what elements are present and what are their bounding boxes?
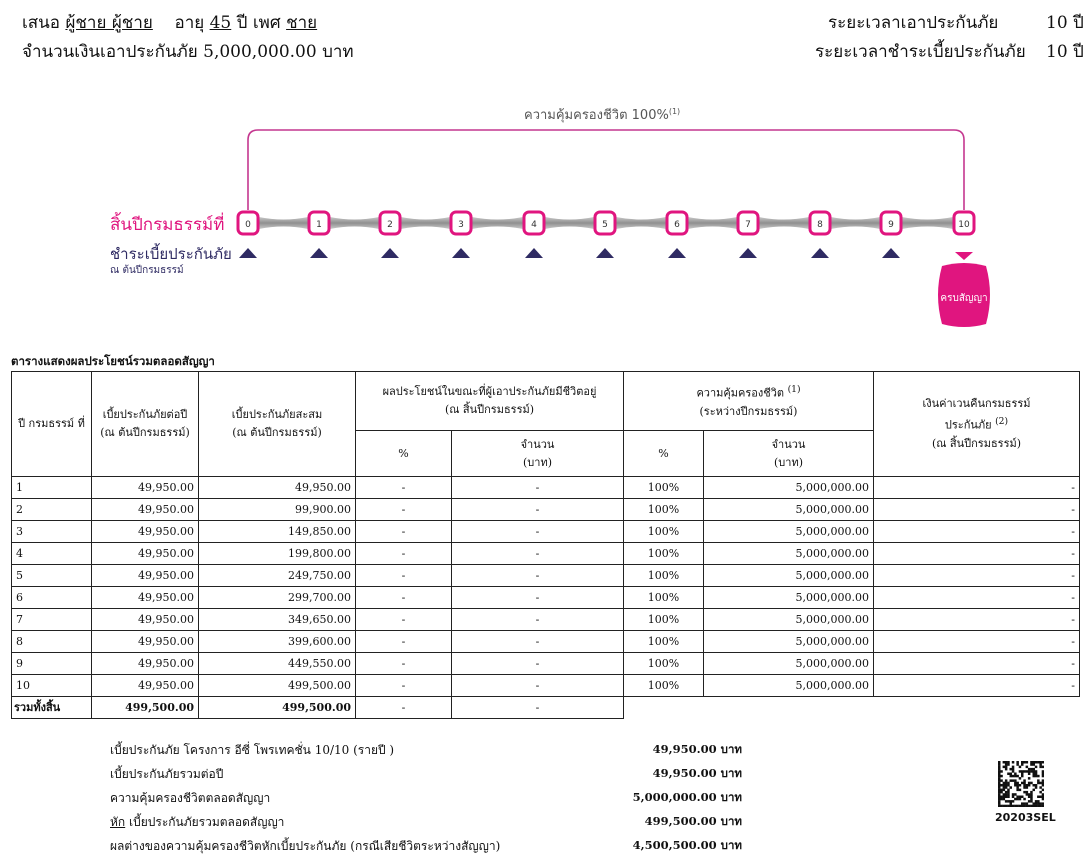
header-premium-per-year: เบี้ยประกันภัยต่อปี (ณ ต้นปีกรมธรรม์) bbox=[92, 372, 199, 477]
maturity-label: ครบสัญญา bbox=[940, 293, 988, 304]
svg-text:0: 0 bbox=[245, 220, 251, 230]
row-lc-amt: 5,000,000.00 bbox=[704, 543, 874, 565]
row-premium: 49,950.00 bbox=[92, 565, 199, 587]
row-lb-pct: - bbox=[356, 653, 452, 675]
table-row bbox=[12, 609, 1080, 631]
sum-insured-text: จำนวนเงินเอาประกันภัย 5,000,000.00 บาท bbox=[22, 42, 354, 62]
row-lb-amt: - bbox=[452, 675, 624, 697]
tube-segment bbox=[616, 217, 666, 229]
row-lb-amt: - bbox=[452, 521, 624, 543]
row-year: 5 bbox=[12, 565, 92, 587]
benefit-table bbox=[11, 371, 1080, 719]
total-lb-amt: - bbox=[452, 697, 624, 719]
tube-segment bbox=[330, 217, 379, 229]
row-lb-amt: - bbox=[452, 587, 624, 609]
header-surrender: เงินค่าเวนคืนกรมธรรม์ ประกันภัย $^{(2)}$ (ณ สิ้นปีกรมธรรม์) bbox=[874, 372, 1080, 477]
row-premium: 49,950.00 bbox=[92, 543, 199, 565]
svg-text:9: 9 bbox=[888, 220, 894, 230]
tube-segment bbox=[401, 217, 450, 229]
year-marker-6 bbox=[667, 212, 687, 234]
table-row bbox=[12, 587, 1080, 609]
row-surrender: - bbox=[874, 653, 1080, 675]
year-marker-8 bbox=[810, 212, 830, 234]
year-marker-0 bbox=[238, 212, 258, 234]
row-lc-amt: 5,000,000.00 bbox=[704, 587, 874, 609]
table-caption: ตารางแสดงผลประโยชน์รวมตลอดสัญญา bbox=[11, 354, 215, 368]
row-lb-amt: - bbox=[452, 477, 624, 499]
header-lb-amount: จำนวน (บาท) bbox=[452, 431, 624, 477]
row-lc-pct: 100% bbox=[624, 521, 704, 543]
row-premium: 49,950.00 bbox=[92, 587, 199, 609]
summary-label-text: ความคุ้มครองชีวิตตลอดสัญญา bbox=[110, 791, 271, 805]
row-surrender: - bbox=[874, 499, 1080, 521]
year-marker-5 bbox=[595, 212, 615, 234]
age-label: อายุ bbox=[174, 13, 205, 33]
row-accum: 499,500.00 bbox=[199, 675, 356, 697]
age-unit: ปี bbox=[236, 13, 248, 33]
qr-code-icon bbox=[998, 761, 1044, 807]
gender-label: เพศ bbox=[252, 13, 281, 33]
row-lc-amt: 5,000,000.00 bbox=[704, 631, 874, 653]
premium-sublabel: ณ ต้นปีกรมธรรม์ bbox=[110, 265, 184, 276]
table-row bbox=[12, 565, 1080, 587]
tube-segment bbox=[472, 217, 523, 229]
premium-triangle-icon bbox=[310, 248, 328, 258]
policy-year-end-label: สิ้นปีกรมธรรม์ที่ bbox=[110, 215, 225, 235]
row-lb-amt: - bbox=[452, 543, 624, 565]
row-lc-amt: 5,000,000.00 bbox=[704, 609, 874, 631]
tube-segment bbox=[831, 217, 880, 229]
row-premium: 49,950.00 bbox=[92, 609, 199, 631]
header-year: ปี กรมธรรม์ ที่ bbox=[12, 372, 92, 477]
premium-triangle-icon bbox=[452, 248, 470, 258]
row-surrender: - bbox=[874, 609, 1080, 631]
row-lb-pct: - bbox=[356, 609, 452, 631]
total-label: รวมทั้งสิ้น bbox=[12, 697, 92, 719]
row-year: 7 bbox=[12, 609, 92, 631]
table-row bbox=[12, 631, 1080, 653]
row-lc-pct: 100% bbox=[624, 631, 704, 653]
svg-text:2: 2 bbox=[387, 220, 393, 230]
row-year: 10 bbox=[12, 675, 92, 697]
row-lc-amt: 5,000,000.00 bbox=[704, 477, 874, 499]
row-lb-pct: - bbox=[356, 499, 452, 521]
total-blank bbox=[624, 697, 1080, 719]
summary-label bbox=[110, 813, 284, 832]
coverage-period-label: ระยะเวลาเอาประกันภัย bbox=[828, 13, 999, 33]
row-accum: 399,600.00 bbox=[199, 631, 356, 653]
row-year: 9 bbox=[12, 653, 92, 675]
header-lc-percent: % bbox=[624, 431, 704, 477]
row-premium: 49,950.00 bbox=[92, 521, 199, 543]
table-row bbox=[12, 477, 1080, 499]
svg-text:10: 10 bbox=[958, 220, 970, 230]
row-lc-pct: 100% bbox=[624, 499, 704, 521]
row-surrender: - bbox=[874, 675, 1080, 697]
summary-label bbox=[110, 789, 270, 808]
summary-value: 4,500,500.00 บาท bbox=[632, 838, 742, 852]
coverage-timeline-diagram bbox=[0, 0, 1090, 340]
premium-triangle-icon bbox=[381, 248, 399, 258]
row-lc-pct: 100% bbox=[624, 609, 704, 631]
summary-label-text: เบี้ยประกันภัย โครงการ อีซี่ โพรเทคชั่น 10/10 (รายปี ) bbox=[110, 743, 395, 757]
total-premium: 499,500.00 bbox=[92, 697, 199, 719]
row-lc-amt: 5,000,000.00 bbox=[704, 653, 874, 675]
premium-triangle-icon bbox=[882, 248, 900, 258]
row-surrender: - bbox=[874, 565, 1080, 587]
summary-value: 5,000,000.00 บาท bbox=[632, 790, 742, 804]
row-surrender: - bbox=[874, 521, 1080, 543]
row-lb-pct: - bbox=[356, 543, 452, 565]
row-lc-pct: 100% bbox=[624, 477, 704, 499]
row-lb-pct: - bbox=[356, 477, 452, 499]
total-row bbox=[12, 697, 1080, 719]
svg-text:4: 4 bbox=[531, 220, 537, 230]
year-marker-10 bbox=[954, 212, 974, 234]
tube-segment bbox=[902, 217, 953, 229]
summary-label-text: เบี้ยประกันภัยรวมตลอดสัญญา bbox=[125, 815, 285, 829]
row-year: 4 bbox=[12, 543, 92, 565]
year-marker-1 bbox=[309, 212, 329, 234]
tube-segment bbox=[688, 217, 737, 229]
summary-label-text: เบี้ยประกันภัยรวมต่อปี bbox=[110, 767, 224, 781]
row-accum: 99,900.00 bbox=[199, 499, 356, 521]
row-lb-amt: - bbox=[452, 499, 624, 521]
gender-value: ชาย bbox=[286, 13, 318, 33]
header-premium-accum: เบี้ยประกันภัยสะสม (ณ ต้นปีกรมธรรม์) bbox=[199, 372, 356, 477]
summary-label bbox=[110, 765, 223, 784]
premium-triangles bbox=[239, 248, 900, 258]
row-lb-pct: - bbox=[356, 565, 452, 587]
row-lb-amt: - bbox=[452, 653, 624, 675]
row-premium: 49,950.00 bbox=[92, 631, 199, 653]
coverage-label: ความคุ้มครองชีวิต 100%$^{(1)}$ bbox=[524, 107, 681, 123]
row-lb-amt: - bbox=[452, 565, 624, 587]
tube-segment bbox=[545, 217, 594, 229]
row-lc-pct: 100% bbox=[624, 543, 704, 565]
table-row bbox=[12, 675, 1080, 697]
year-marker-7 bbox=[738, 212, 758, 234]
row-lb-amt: - bbox=[452, 631, 624, 653]
row-accum: 449,550.00 bbox=[199, 653, 356, 675]
row-accum: 349,650.00 bbox=[199, 609, 356, 631]
header-life-coverage: ความคุ้มครองชีวิต $^{(1)}$ (ระหว่างปีกรมธรรม์) bbox=[624, 372, 874, 431]
svg-text:7: 7 bbox=[745, 220, 751, 230]
row-lb-pct: - bbox=[356, 521, 452, 543]
summary-value: 49,950.00 บาท bbox=[652, 766, 742, 780]
year-marker-4 bbox=[524, 212, 544, 234]
row-lc-pct: 100% bbox=[624, 565, 704, 587]
row-surrender: - bbox=[874, 587, 1080, 609]
table-row bbox=[12, 653, 1080, 675]
insured-name: ผู้ชาย ผู้ชาย bbox=[65, 13, 153, 33]
svg-text:3: 3 bbox=[458, 220, 464, 230]
coverage-period-value: 10 ปี bbox=[1046, 13, 1084, 33]
row-premium: 49,950.00 bbox=[92, 499, 199, 521]
premium-triangle-icon bbox=[596, 248, 614, 258]
premium-triangle-icon bbox=[668, 248, 686, 258]
table-row bbox=[12, 543, 1080, 565]
row-lb-pct: - bbox=[356, 675, 452, 697]
row-lc-amt: 5,000,000.00 bbox=[704, 565, 874, 587]
summary-label bbox=[110, 837, 500, 856]
row-accum: 299,700.00 bbox=[199, 587, 356, 609]
table-row bbox=[12, 499, 1080, 521]
total-lb-pct: - bbox=[356, 697, 452, 719]
summary-value: 49,950.00 บาท bbox=[652, 742, 742, 756]
row-lc-amt: 5,000,000.00 bbox=[704, 675, 874, 697]
svg-text:1: 1 bbox=[316, 220, 322, 230]
header-living-benefit: ผลประโยชน์ในขณะที่ผู้เอาประกันภัยมีชีวิตอยู่ (ณ สิ้นปีกรมธรรม์) bbox=[356, 372, 624, 431]
summary-label bbox=[110, 741, 394, 760]
qr-code-text: 20203SEL bbox=[995, 811, 1056, 824]
payment-period-value: 10 ปี bbox=[1046, 42, 1084, 62]
svg-text:5: 5 bbox=[602, 220, 608, 230]
year-marker-9 bbox=[881, 212, 901, 234]
premium-triangle-icon bbox=[525, 248, 543, 258]
row-premium: 49,950.00 bbox=[92, 653, 199, 675]
svg-text:6: 6 bbox=[674, 220, 680, 230]
premium-label: ชำระเบี้ยประกันภัย bbox=[110, 245, 232, 263]
row-lc-pct: 100% bbox=[624, 675, 704, 697]
age-value: 45 bbox=[209, 13, 232, 33]
premium-triangle-icon bbox=[239, 248, 257, 258]
tube-segment bbox=[259, 217, 308, 229]
header-lb-percent: % bbox=[356, 431, 452, 477]
table-row bbox=[12, 521, 1080, 543]
row-lc-amt: 5,000,000.00 bbox=[704, 499, 874, 521]
coverage-bracket bbox=[248, 130, 964, 210]
row-accum: 149,850.00 bbox=[199, 521, 356, 543]
row-accum: 49,950.00 bbox=[199, 477, 356, 499]
row-accum: 199,800.00 bbox=[199, 543, 356, 565]
offer-label: เสนอ bbox=[22, 13, 61, 33]
premium-triangle-icon bbox=[811, 248, 829, 258]
row-surrender: - bbox=[874, 477, 1080, 499]
row-lb-amt: - bbox=[452, 609, 624, 631]
year-marker-3 bbox=[451, 212, 471, 234]
row-premium: 49,950.00 bbox=[92, 675, 199, 697]
row-lb-pct: - bbox=[356, 587, 452, 609]
total-accum: 499,500.00 bbox=[199, 697, 356, 719]
row-lc-pct: 100% bbox=[624, 587, 704, 609]
row-premium: 49,950.00 bbox=[92, 477, 199, 499]
premium-triangle-icon bbox=[739, 248, 757, 258]
summary-value: 499,500.00 บาท bbox=[644, 814, 742, 828]
row-year: 3 bbox=[12, 521, 92, 543]
maturity-arrow-icon bbox=[955, 252, 973, 260]
row-year: 8 bbox=[12, 631, 92, 653]
header-lc-amount: จำนวน (บาท) bbox=[704, 431, 874, 477]
row-surrender: - bbox=[874, 631, 1080, 653]
row-year: 1 bbox=[12, 477, 92, 499]
row-lc-pct: 100% bbox=[624, 653, 704, 675]
year-marker-2 bbox=[380, 212, 400, 234]
row-lb-pct: - bbox=[356, 631, 452, 653]
row-lc-amt: 5,000,000.00 bbox=[704, 521, 874, 543]
row-year: 6 bbox=[12, 587, 92, 609]
row-year: 2 bbox=[12, 499, 92, 521]
row-surrender: - bbox=[874, 543, 1080, 565]
row-accum: 249,750.00 bbox=[199, 565, 356, 587]
svg-text:8: 8 bbox=[817, 220, 823, 230]
tube-segment bbox=[759, 217, 809, 229]
payment-period-label: ระยะเวลาชำระเบี้ยประกันภัย bbox=[815, 42, 1026, 62]
summary-label-prefix: หัก bbox=[110, 815, 126, 829]
summary-label-text: ผลต่างของความคุ้มครองชีวิตหักเบี้ยประกันภัย (กรณีเสียชีวิตระหว่างสัญญา) bbox=[110, 839, 501, 853]
